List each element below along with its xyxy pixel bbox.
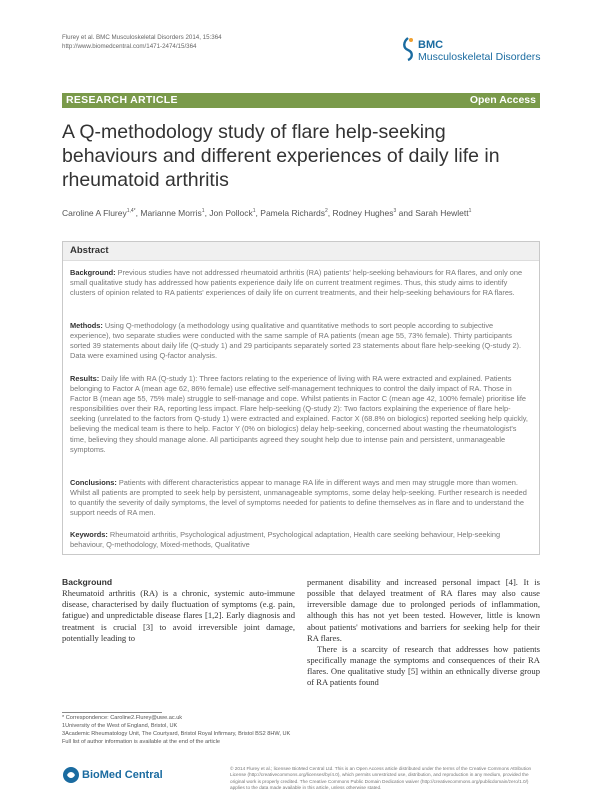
- bmc-swirl-icon: [400, 36, 416, 62]
- abstract-conclusions: [70, 478, 533, 518]
- article-title: A Q-methodology study of flare help-seeking behaviours and different experiences of daily life in rheumatoid arthritis: [62, 121, 500, 191]
- citation-url[interactable]: http://www.biomedcentral.com/1471-2474/15/364: [62, 43, 197, 50]
- author-affiliation-mark: 1: [468, 208, 472, 214]
- abstract-keywords: [70, 530, 533, 550]
- background-section-heading: Background: [62, 577, 113, 587]
- author-list: [62, 206, 540, 219]
- abstract-methods: [70, 321, 533, 361]
- author-affiliation-mark: 1: [201, 208, 205, 214]
- author-name[interactable]: Rodney Hughes: [332, 207, 394, 218]
- affiliation-3: 3Academic Rheumatology Unit, The Courtyard, Bristol Royal Infirmary, Bristol BS2 8HW, UK: [62, 731, 291, 737]
- correspondence-note: * Correspondence: Caroline2.Flurey@uwe.ac.uk: [62, 715, 183, 721]
- license-text: © 2014 Flurey et al.; licensee BioMed Central Ltd. This is an Open Access article distributed under the terms of the Creative Commons Attribution License (http://creativecommons.org/licenses/by/4.0), which permits unrestricted use, distribution, and reproduction in any medium, provided the original work is properly credited. The Creative Commons Public Domain Dedication waiver (http://creativecommons.org/publicdomain/zero/1.0/) applies to the data made available in this article, unless otherwise stated.: [230, 766, 532, 791]
- biomed-central-icon: [62, 766, 80, 784]
- results-text: Daily life with RA (Q-study 1): Three factors relating to the experience of living with RA were extracted and explained. Patients belonging to Factor A (mean age 62, 86% female) use effective self-management techniques to control the daily impact of RA. Those in Factor B (mean age 55, 75% male) struggle to self-manage and cope. Whilst patients in Factor C (mean age 42, 100% female) prioritise life responsibilities over their RA, reporting less impact. Flare help-seeking (Q-study 2): Two factors explaining the experience of flare help-seeking (unrelated to the factors from Q-study 1) were extracted and explained. Factor X (68.8% on biologics) reported seeking help quickly, believing the medical team is there to help. Factor Y (0% on biologics) delay help-seeking, concerned about wasting the rheumatologist's time, believing they should manage alone. All participants agreed they sought help due to intense pain and persistent, unmanageable symptoms.: [70, 374, 528, 454]
- methods-text: Using Q-methodology (a methodology using qualitative and quantitative methods to sort people according to subjective experience), two separate studies were conducted with the same sample of RA patients (mean age 55, 73% female). Thirty participants sorted 39 statements about daily life (Q-study 1) and 29 participants separately sorted 23 statements about flare help-seeking (Q-study 2). Data were examined using Q-factor analysis.: [70, 321, 522, 361]
- body-right-column: [307, 577, 540, 689]
- publisher-logo: [62, 766, 172, 786]
- author-affiliation-mark: 2: [325, 208, 328, 214]
- open-access-label: Open Access: [469, 94, 536, 106]
- article-type-banner: [62, 93, 540, 108]
- footnote-rule: [62, 712, 162, 713]
- abstract-box: [62, 241, 540, 555]
- conclusions-label: Conclusions:: [70, 478, 117, 487]
- journal-logo: [398, 36, 548, 76]
- logo-journal-name: Musculoskeletal Disorders: [418, 51, 541, 63]
- abstract-background: [70, 268, 533, 298]
- full-list-note: Full list of author information is available at the end of the article: [62, 739, 220, 745]
- author-separator: ,: [204, 207, 210, 218]
- results-label: Results:: [70, 374, 100, 383]
- author-affiliation-mark: 3: [393, 208, 397, 214]
- article-type-label: RESEARCH ARTICLE: [66, 94, 178, 106]
- body-left-column: [62, 577, 295, 644]
- keywords-text: Rheumatoid arthritis, Psychological adjustment, Psychological adaptation, Health care seeking behaviour, Help-seeking behaviour, Q-methodology, Mixed-methods, Qualitative: [70, 530, 501, 550]
- logo-bmc-text: BMC: [418, 39, 444, 51]
- author-name[interactable]: Jon Pollock: [209, 207, 253, 218]
- conclusions-text: Patients with different characteristics appear to manage RA life in different ways and men may struggle more than women. Whilst all patients are prompted to seek help by persistent, unmanageable symptoms, some delay help-seeking. Further research is needed to quantify the severity of daily symptoms, the level of symptoms needed for patients to define themselves as in flare and to understand the support needs of RA men.: [70, 478, 527, 518]
- author-affiliation-mark: 1,4*: [126, 208, 136, 214]
- citation-header: [62, 33, 222, 51]
- author-separator: and: [396, 207, 416, 218]
- author-separator: ,: [135, 207, 141, 218]
- author-name[interactable]: Pamela Richards: [260, 207, 326, 218]
- footnotes: [62, 714, 295, 746]
- abstract-results: [70, 374, 533, 455]
- background-label: Background:: [70, 268, 116, 277]
- abstract-header: [63, 242, 539, 261]
- methods-label: Methods:: [70, 321, 103, 330]
- affiliation-1: 1University of the West of England, Bristol, UK: [62, 723, 178, 729]
- body-paragraph: There is a scarcity of research that addresses how patients specifically manage the symptoms and consequences of their RA flares. One qualitative study [5] within an ethnically diverse group of RA patients found: [307, 643, 540, 688]
- publisher-name: BioMed Central: [82, 769, 163, 781]
- abstract-heading: Abstract: [70, 245, 109, 256]
- body-paragraph: permanent disability and increased personal impact [4]. It is possible that delayed treatment of RA flares may also cause irreversible damage due to prolonged periods of inflammation, although this has not yet been tested. However, little is known about patients' motivations and barriers for seeking help for their RA flares.: [307, 577, 540, 643]
- author-name[interactable]: Caroline A Flurey: [62, 207, 127, 218]
- keywords-label: Keywords:: [70, 530, 108, 539]
- author-name[interactable]: Sarah Hewlett: [415, 207, 469, 218]
- author-separator: ,: [255, 207, 261, 218]
- author-name[interactable]: Marianne Morris: [140, 207, 202, 218]
- citation-line-1: Flurey et al. BMC Musculoskeletal Disorders 2014, 15:364: [62, 34, 222, 41]
- background-text: Previous studies have not addressed rheumatoid arthritis (RA) patients' help-seeking behaviours for RA flares, and only one small qualitative study has addressed how patients experience daily life on current treatment regimes. Thus, this study aims to identify clusters of opinion related to RA patients' experiences of daily life on current treatments, and their help-seeking behaviours for RA flares.: [70, 268, 523, 298]
- author-separator: ,: [327, 207, 333, 218]
- author-affiliation-mark: 1: [252, 208, 256, 214]
- body-paragraph: Rheumatoid arthritis (RA) is a chronic, systemic auto-immune disease, characterised by daily fluctuation of symptoms (e.g. pain, fatigue) and unpredictable disease flares [1,2]. Early diagnosis and treatment is crucial [3] to avoid irreversible joint damage, potentially leading to: [62, 588, 295, 643]
